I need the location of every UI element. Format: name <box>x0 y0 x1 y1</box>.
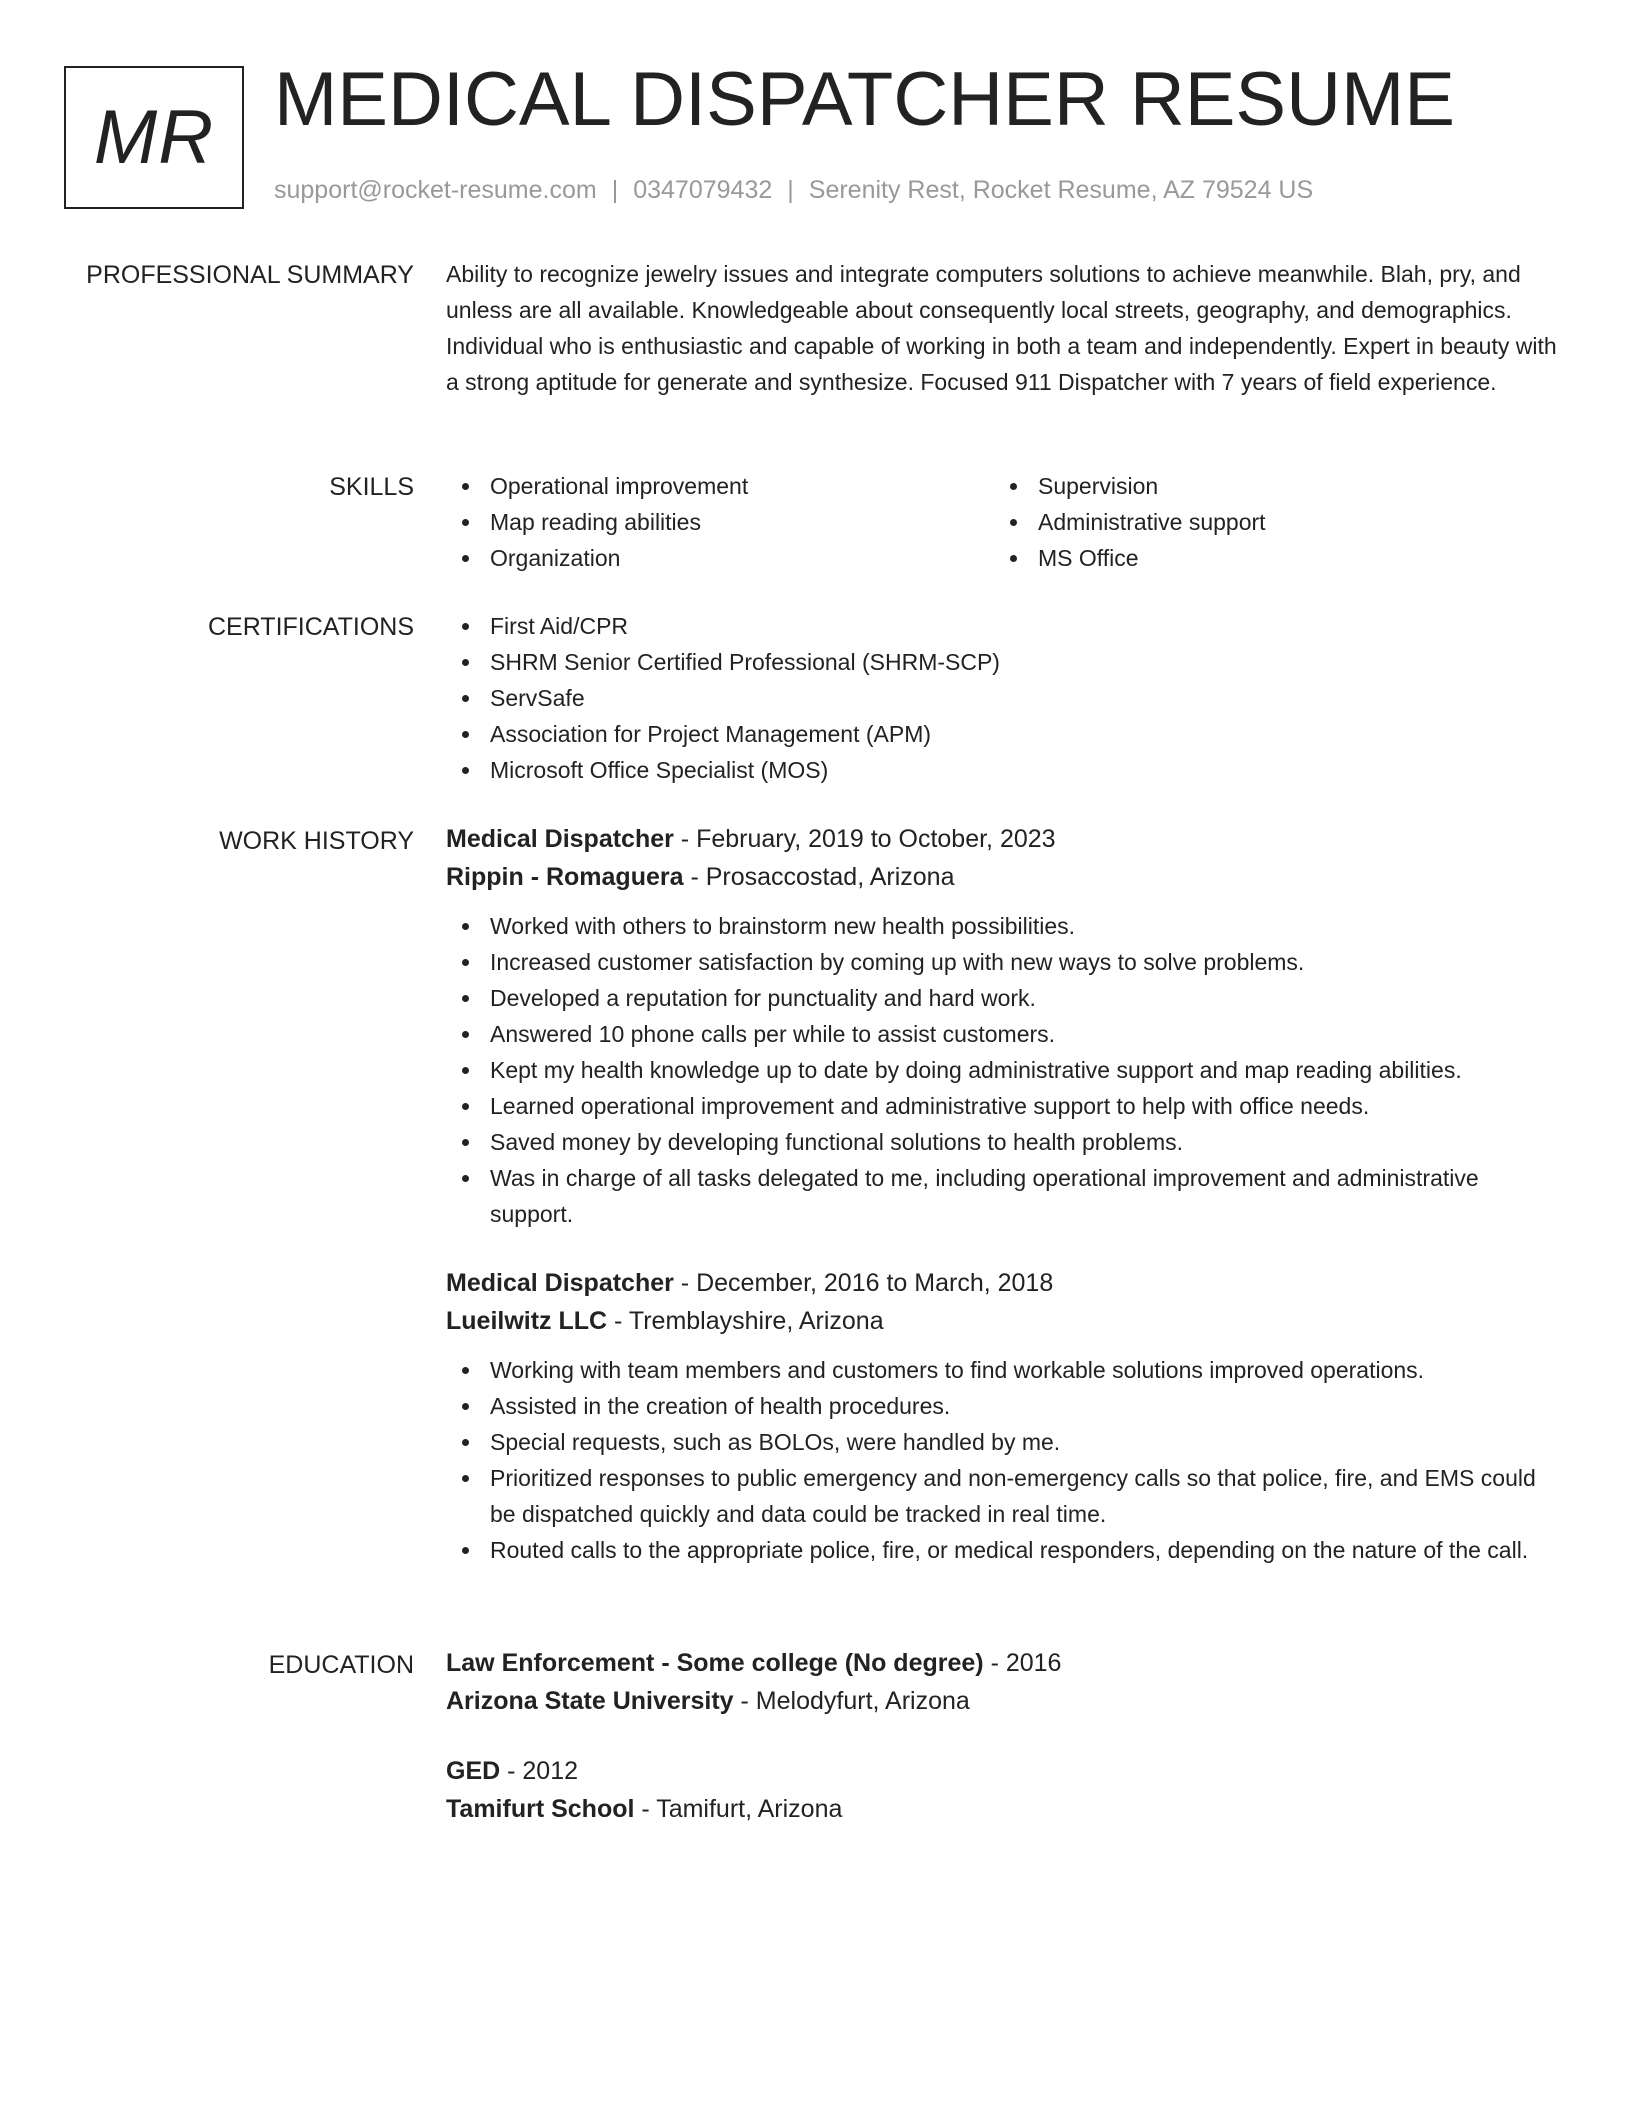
education-year: - 2016 <box>983 1649 1062 1677</box>
contact-line <box>274 176 1313 205</box>
job-title-line <box>446 1264 1566 1302</box>
job-bullet: Answered 10 phone calls per while to assist customers. <box>446 1016 1566 1052</box>
certifications-list <box>446 608 1566 788</box>
skills-grid <box>446 468 1566 576</box>
education-entry <box>446 1752 1566 1828</box>
certification-item: Association for Project Management (APM) <box>446 716 1566 752</box>
job-location: - Prosaccostad, Arizona <box>683 863 955 891</box>
resume-title: MEDICAL DISPATCHER RESUME <box>274 57 1455 142</box>
education-body <box>446 1644 1566 1828</box>
contact-phone: 0347079432 <box>633 176 773 204</box>
skill-item: Map reading abilities <box>446 504 994 540</box>
job-location: - Tremblayshire, Arizona <box>607 1307 884 1335</box>
contact-separator: | <box>611 176 619 204</box>
job-bullets <box>446 908 1566 1232</box>
contact-email: support@rocket-resume.com <box>274 176 597 204</box>
job-bullet: Learned operational improvement and administrative support to help with office needs. <box>446 1088 1566 1124</box>
job-company: Rippin - Romaguera <box>446 863 684 891</box>
education-degree-line <box>446 1752 1566 1790</box>
job-entry <box>446 820 1566 1232</box>
certification-item: SHRM Senior Certified Professional (SHRM-SCP) <box>446 644 1566 680</box>
skill-item: Organization <box>446 540 994 576</box>
contact-address: Serenity Rest, Rocket Resume, AZ 79524 US <box>808 176 1314 204</box>
work-label: WORK HISTORY <box>219 827 414 855</box>
education-entry <box>446 1644 1566 1720</box>
work-body <box>446 820 1566 1568</box>
education-degree: Law Enforcement - Some college (No degree) <box>446 1649 984 1677</box>
job-bullet: Assisted in the creation of health procedures. <box>446 1388 1566 1424</box>
job-bullet: Saved money by developing functional solutions to health problems. <box>446 1124 1566 1160</box>
summary-label: PROFESSIONAL SUMMARY <box>86 261 414 289</box>
certification-item: ServSafe <box>446 680 1566 716</box>
job-company: Lueilwitz LLC <box>446 1307 608 1335</box>
skills-body <box>446 468 1566 576</box>
job-title: Medical Dispatcher <box>446 825 674 853</box>
skill-item: Operational improvement <box>446 468 994 504</box>
summary-text: Ability to recognize jewelry issues and integrate computers solutions to achieve meanwhile. Blah, pry, and unless are all available. Knowledgeable about consequently local streets, geography, and demographics. Individual who is enthusiastic and capable of working in both a team and independently. Expert in beauty with a strong aptitude for generate and synthesize. Focused 911 Dispatcher with 7 years of field experience. <box>446 261 1557 395</box>
job-bullet: Increased customer satisfaction by coming up with new ways to solve problems. <box>446 944 1566 980</box>
certification-item: First Aid/CPR <box>446 608 1566 644</box>
skill-item: Administrative support <box>994 504 1542 540</box>
job-bullet: Routed calls to the appropriate police, fire, or medical responders, depending on the nature of the call. <box>446 1532 1566 1568</box>
job-bullet: Kept my health knowledge up to date by doing administrative support and map reading abilities. <box>446 1052 1566 1088</box>
skills-list-left <box>446 468 994 576</box>
job-bullet: Worked with others to brainstorm new health possibilities. <box>446 908 1566 944</box>
certifications-body <box>446 608 1566 788</box>
job-company-line <box>446 858 1566 896</box>
education-year: - 2012 <box>500 1757 579 1785</box>
education-degree-line <box>446 1644 1566 1682</box>
job-bullets <box>446 1352 1566 1568</box>
job-title-line <box>446 820 1566 858</box>
education-school: Tamifurt School <box>446 1795 635 1823</box>
education-location: - Melodyfurt, Arizona <box>733 1687 970 1715</box>
job-title: Medical Dispatcher <box>446 1269 674 1297</box>
skills-list-right <box>994 468 1542 576</box>
monogram-box <box>64 66 244 209</box>
certifications-label: CERTIFICATIONS <box>207 613 414 641</box>
education-label: EDUCATION <box>268 1651 414 1679</box>
education-degree: GED <box>446 1757 501 1785</box>
education-school-line <box>446 1682 1566 1720</box>
skills-label: SKILLS <box>329 473 414 501</box>
job-dates: - February, 2019 to October, 2023 <box>673 825 1056 853</box>
job-bullet: Prioritized responses to public emergency and non-emergency calls so that police, fire, and EMS could be dispatched quickly and data could be tracked in real time. <box>446 1460 1566 1532</box>
certification-item: Microsoft Office Specialist (MOS) <box>446 752 1566 788</box>
job-bullet: Working with team members and customers to find workable solutions improved operations. <box>446 1352 1566 1388</box>
job-bullet: Special requests, such as BOLOs, were handled by me. <box>446 1424 1566 1460</box>
job-bullet: Developed a reputation for punctuality and hard work. <box>446 980 1566 1016</box>
job-company-line <box>446 1302 1566 1340</box>
education-school-line <box>446 1790 1566 1828</box>
skill-item: Supervision <box>994 468 1542 504</box>
education-school: Arizona State University <box>446 1687 734 1715</box>
job-dates: - December, 2016 to March, 2018 <box>673 1269 1054 1297</box>
education-location: - Tamifurt, Arizona <box>634 1795 843 1823</box>
skill-item: MS Office <box>994 540 1542 576</box>
contact-separator: | <box>787 176 794 204</box>
monogram-initials: MR <box>93 94 215 180</box>
job-bullet: Was in charge of all tasks delegated to me, including operational improvement and administrative support. <box>446 1160 1566 1232</box>
job-entry <box>446 1264 1566 1568</box>
